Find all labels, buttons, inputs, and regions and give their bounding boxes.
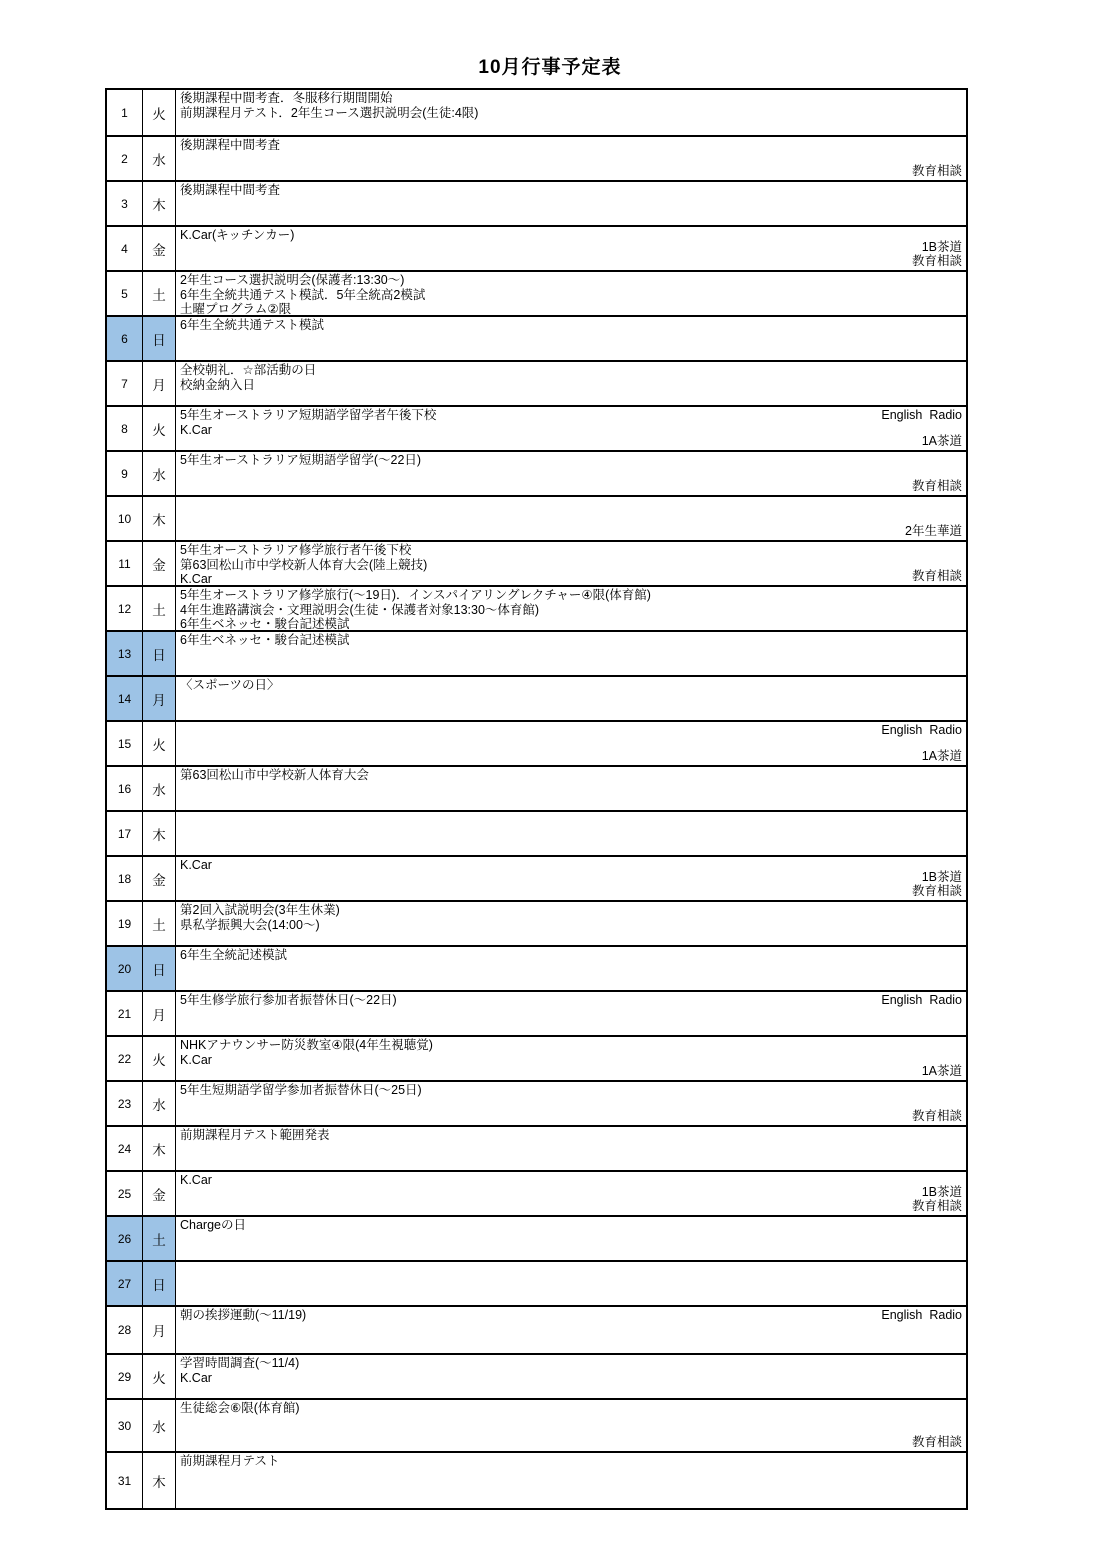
- table-row: [107, 542, 966, 587]
- day-number-cell: [107, 407, 143, 450]
- table-row: [107, 1082, 966, 1127]
- table-row: [107, 1217, 966, 1262]
- event-text: 5年生オーストラリア短期語学留学(～22日): [180, 453, 422, 467]
- event-note-right: English Radio: [881, 723, 962, 737]
- day-of-week-cell: [143, 1355, 176, 1398]
- events-cell: [176, 407, 966, 450]
- day-of-week: 木: [152, 1474, 166, 1490]
- day-number: 19: [117, 916, 132, 931]
- event-note-right: 1B茶道: [921, 870, 962, 884]
- table-row: [107, 947, 966, 992]
- day-of-week: 金: [152, 872, 166, 888]
- day-number-cell: [107, 137, 143, 180]
- events-cell: [176, 992, 966, 1035]
- table-row: [107, 677, 966, 722]
- events-cell: [176, 632, 966, 675]
- day-number-cell: [107, 677, 143, 720]
- day-of-week-cell: [143, 722, 176, 765]
- day-of-week: 木: [152, 827, 166, 843]
- events-cell: [176, 1037, 966, 1080]
- day-of-week: 日: [152, 332, 166, 348]
- event-text: K.Car: [180, 1173, 212, 1187]
- day-of-week: 月: [152, 1007, 166, 1023]
- events-cell: [176, 722, 966, 765]
- event-text: 後期課程中間考査: [180, 183, 281, 197]
- day-of-week-cell: [143, 407, 176, 450]
- day-number-cell: [107, 452, 143, 495]
- day-of-week: 月: [152, 377, 166, 393]
- day-number: 16: [117, 781, 132, 796]
- events-cell: [176, 182, 966, 225]
- day-of-week: 金: [152, 557, 166, 573]
- event-text: K.Car: [180, 422, 212, 437]
- day-of-week: 木: [152, 1142, 166, 1158]
- day-of-week-cell: [143, 767, 176, 810]
- day-number-cell: [107, 1172, 143, 1215]
- day-of-week: 日: [152, 647, 166, 663]
- day-number-cell: [107, 947, 143, 990]
- day-number: 1: [121, 105, 128, 120]
- event-text: 校納金納入日: [180, 377, 256, 392]
- table-row: [107, 767, 966, 812]
- day-of-week: 水: [152, 467, 166, 483]
- day-of-week-cell: [143, 452, 176, 495]
- day-number-cell: [107, 767, 143, 810]
- day-number-cell: [107, 1127, 143, 1170]
- events-cell: [176, 587, 966, 630]
- day-of-week: 土: [152, 1232, 166, 1248]
- table-row: [107, 1037, 966, 1082]
- events-cell: [176, 452, 966, 495]
- event-note-right: 2年生華道: [905, 524, 962, 538]
- day-number-cell: [107, 902, 143, 945]
- day-number: 29: [117, 1369, 132, 1384]
- day-of-week-cell: [143, 90, 176, 135]
- events-cell: [176, 90, 966, 135]
- day-of-week: 金: [152, 1187, 166, 1203]
- event-note-right: 教育相談: [911, 1435, 962, 1449]
- day-number: 5: [121, 286, 128, 301]
- day-number-cell: [107, 317, 143, 360]
- event-text: 第63回松山市中学校新人体育大会(陸上競技): [180, 557, 428, 572]
- event-text: 県私学振興大会(14:00～): [180, 917, 320, 932]
- day-number: 30: [117, 1418, 132, 1433]
- day-number-cell: [107, 1453, 143, 1508]
- day-of-week: 水: [152, 152, 166, 168]
- events-cell: [176, 1307, 966, 1353]
- day-of-week-cell: [143, 542, 176, 585]
- schedule-table: [105, 88, 968, 1510]
- event-note-right: 1B茶道: [921, 1185, 962, 1199]
- day-of-week: 火: [152, 422, 166, 438]
- events-cell: [176, 272, 966, 315]
- table-row: [107, 1127, 966, 1172]
- day-of-week-cell: [143, 947, 176, 990]
- event-text: 全校朝礼．☆部活動の日: [180, 363, 317, 377]
- table-row: [107, 992, 966, 1037]
- day-number: 14: [117, 691, 132, 706]
- day-number-cell: [107, 632, 143, 675]
- day-of-week-cell: [143, 1217, 176, 1260]
- event-note-right: 教育相談: [911, 1199, 962, 1213]
- day-number: 24: [117, 1141, 132, 1156]
- event-text: 前期課程月テスト範囲発表: [180, 1128, 330, 1142]
- events-cell: [176, 1355, 966, 1398]
- day-number: 26: [117, 1231, 132, 1246]
- events-cell: [176, 857, 966, 900]
- day-of-week: 月: [152, 692, 166, 708]
- event-note-right: English Radio: [881, 408, 962, 422]
- event-note-right: 1A茶道: [921, 1064, 962, 1078]
- table-row: [107, 452, 966, 497]
- day-number-cell: [107, 1400, 143, 1451]
- event-text: 生徒総会⑥限(体育館): [180, 1401, 300, 1415]
- day-of-week-cell: [143, 812, 176, 855]
- day-number: 8: [121, 421, 128, 436]
- event-text: 6年生ベネッセ・駿台記述模試: [180, 633, 350, 647]
- event-text: 6年生ベネッセ・駿台記述模試: [180, 617, 350, 630]
- day-of-week: 日: [152, 1277, 166, 1293]
- event-note-right: 1A茶道: [921, 434, 962, 448]
- event-note-right: English Radio: [881, 1308, 962, 1322]
- day-of-week: 土: [152, 602, 166, 618]
- day-of-week: 土: [152, 287, 166, 303]
- event-text: 2年生コース選択説明会(保護者:13:30～): [180, 273, 405, 287]
- day-of-week-cell: [143, 587, 176, 630]
- events-cell: [176, 137, 966, 180]
- day-number: 18: [117, 871, 132, 886]
- event-text: 5年生オーストラリア修学旅行(～19日)．インスパイアリングレクチャー④限(体育館): [180, 588, 651, 602]
- day-number-cell: [107, 587, 143, 630]
- day-number: 3: [121, 196, 128, 211]
- table-row: [107, 90, 966, 137]
- day-of-week-cell: [143, 1453, 176, 1508]
- table-row: [107, 137, 966, 182]
- day-number: 28: [117, 1323, 132, 1337]
- event-note-right: 教育相談: [911, 479, 962, 493]
- event-note-right: 教育相談: [911, 164, 962, 178]
- events-cell: [176, 812, 966, 855]
- day-number-cell: [107, 90, 143, 135]
- day-number-cell: [107, 857, 143, 900]
- day-of-week-cell: [143, 1262, 176, 1305]
- day-number-cell: [107, 1082, 143, 1125]
- day-of-week-cell: [143, 902, 176, 945]
- day-of-week: 金: [152, 242, 166, 258]
- event-text: 土曜プログラム②限: [180, 302, 292, 315]
- table-row: [107, 272, 966, 317]
- day-number-cell: [107, 272, 143, 315]
- day-of-week-cell: [143, 1307, 176, 1353]
- day-of-week-cell: [143, 272, 176, 315]
- table-row: [107, 1262, 966, 1307]
- day-number: 6: [121, 331, 128, 346]
- event-text: 前期課程月テスト．2年生コース選択説明会(生徒:4限): [180, 105, 479, 120]
- table-row: [107, 587, 966, 632]
- day-number: 13: [117, 646, 132, 661]
- day-of-week: 火: [152, 1370, 166, 1386]
- day-of-week-cell: [143, 857, 176, 900]
- event-text: K.Car: [180, 1370, 212, 1385]
- day-of-week: 土: [152, 917, 166, 933]
- day-number-cell: [107, 722, 143, 765]
- events-cell: [176, 947, 966, 990]
- day-of-week: 水: [152, 1419, 166, 1435]
- day-number-cell: [107, 542, 143, 585]
- day-of-week: 木: [152, 197, 166, 213]
- event-text: 後期課程中間考査．冬服移行期間開始: [180, 91, 393, 105]
- table-row: [107, 722, 966, 767]
- events-cell: [176, 317, 966, 360]
- day-number: 31: [117, 1473, 132, 1488]
- day-of-week: 火: [152, 1052, 166, 1068]
- table-row: [107, 812, 966, 857]
- day-number: 23: [117, 1096, 132, 1111]
- events-cell: [176, 497, 966, 540]
- day-number: 25: [117, 1186, 132, 1201]
- event-text: 5年生オーストラリア修学旅行者午後下校: [180, 543, 412, 557]
- day-of-week-cell: [143, 1172, 176, 1215]
- day-number: 27: [117, 1276, 132, 1291]
- event-text: 5年生オーストラリア短期語学留学者午後下校: [180, 408, 437, 422]
- day-number-cell: [107, 1217, 143, 1260]
- event-text: K.Car: [180, 858, 212, 872]
- events-cell: [176, 1127, 966, 1170]
- day-number: 22: [117, 1051, 132, 1066]
- day-of-week-cell: [143, 362, 176, 405]
- day-number: 2: [121, 151, 128, 166]
- day-of-week-cell: [143, 227, 176, 270]
- table-row: [107, 227, 966, 272]
- table-row: [107, 857, 966, 902]
- table-row: [107, 182, 966, 227]
- events-cell: [176, 1453, 966, 1508]
- event-note-right: 1B茶道: [921, 240, 962, 254]
- day-number-cell: [107, 1307, 143, 1353]
- day-number-cell: [107, 362, 143, 405]
- day-of-week-cell: [143, 1037, 176, 1080]
- day-of-week-cell: [143, 677, 176, 720]
- event-text: Chargeの日: [180, 1218, 246, 1232]
- event-text: K.Car: [180, 1052, 212, 1067]
- day-number-cell: [107, 497, 143, 540]
- event-text: 〈スポーツの日〉: [180, 678, 280, 692]
- day-number-cell: [107, 1037, 143, 1080]
- table-row: [107, 1355, 966, 1400]
- event-text: 前期課程月テスト: [180, 1454, 280, 1468]
- day-number-cell: [107, 182, 143, 225]
- table-row: [107, 1172, 966, 1217]
- table-row: [107, 632, 966, 677]
- table-row: [107, 497, 966, 542]
- events-cell: [176, 902, 966, 945]
- events-cell: [176, 1217, 966, 1260]
- day-of-week-cell: [143, 1400, 176, 1451]
- day-number-cell: [107, 812, 143, 855]
- day-of-week: 木: [152, 512, 166, 528]
- day-number: 10: [117, 511, 132, 526]
- table-row: [107, 1453, 966, 1508]
- event-text: 朝の挨拶運動(～11/19): [180, 1308, 307, 1322]
- day-of-week: 火: [152, 106, 166, 122]
- event-text: 6年生全統共通テスト模試: [180, 318, 324, 332]
- day-of-week-cell: [143, 317, 176, 360]
- event-note-right: 教育相談: [911, 1109, 962, 1123]
- event-text: 後期課程中間考査: [180, 138, 281, 152]
- day-of-week: 月: [152, 1324, 166, 1339]
- event-text: 4年生進路講演会・文理説明会(生徒・保護者対象13:30～体育館): [180, 602, 540, 617]
- day-number-cell: [107, 992, 143, 1035]
- table-row: [107, 362, 966, 407]
- day-of-week-cell: [143, 137, 176, 180]
- day-of-week-cell: [143, 992, 176, 1035]
- table-row: [107, 902, 966, 947]
- event-text: K.Car(キッチンカー): [180, 228, 295, 242]
- events-cell: [176, 227, 966, 270]
- table-row: [107, 1307, 966, 1355]
- event-text: NHKアナウンサー防災教室④限(4年生視聴覚): [180, 1038, 433, 1052]
- event-text: K.Car: [180, 572, 212, 585]
- event-text: 第63回松山市中学校新人体育大会: [180, 768, 369, 782]
- event-note-right: 教育相談: [911, 569, 962, 583]
- event-text: 6年生全統記述模試: [180, 948, 287, 962]
- events-cell: [176, 1172, 966, 1215]
- day-number: 20: [117, 961, 132, 976]
- event-note-right: English Radio: [881, 993, 962, 1007]
- day-number: 17: [117, 826, 132, 841]
- day-number-cell: [107, 1355, 143, 1398]
- day-of-week-cell: [143, 632, 176, 675]
- event-text: 5年生修学旅行参加者振替休日(～22日): [180, 993, 397, 1007]
- day-number: 9: [121, 466, 128, 481]
- event-text: 6年生全統共通テスト模試．5年全統高2模試: [180, 287, 426, 302]
- day-of-week-cell: [143, 1082, 176, 1125]
- event-text: 5年生短期語学留学参加者振替休日(～25日): [180, 1083, 422, 1097]
- day-number: 11: [118, 556, 131, 571]
- day-number: 12: [117, 601, 132, 616]
- day-of-week: 水: [152, 1097, 166, 1113]
- events-cell: [176, 1262, 966, 1305]
- events-cell: [176, 542, 966, 585]
- page-title: 10月行事予定表: [478, 57, 622, 78]
- events-cell: [176, 1082, 966, 1125]
- day-number: 15: [117, 736, 132, 751]
- table-row: [107, 407, 966, 452]
- day-of-week: 水: [152, 782, 166, 798]
- day-of-week-cell: [143, 497, 176, 540]
- day-number-cell: [107, 227, 143, 270]
- day-of-week-cell: [143, 1127, 176, 1170]
- event-note-right: 教育相談: [911, 884, 962, 898]
- day-of-week-cell: [143, 182, 176, 225]
- table-row: [107, 317, 966, 362]
- events-cell: [176, 362, 966, 405]
- events-cell: [176, 1400, 966, 1451]
- event-note-right: 1A茶道: [921, 749, 962, 763]
- event-note-right: 教育相談: [911, 254, 962, 268]
- day-of-week: 火: [152, 737, 166, 753]
- day-number: 7: [121, 376, 128, 391]
- table-row: [107, 1400, 966, 1453]
- events-cell: [176, 767, 966, 810]
- day-number: 4: [121, 241, 128, 256]
- day-number: 21: [117, 1006, 132, 1021]
- event-text: 学習時間調査(～11/4): [180, 1356, 300, 1370]
- day-of-week: 日: [152, 962, 166, 978]
- day-number-cell: [107, 1262, 143, 1305]
- events-cell: [176, 677, 966, 720]
- event-text: 第2回入試説明会(3年生休業): [180, 903, 340, 917]
